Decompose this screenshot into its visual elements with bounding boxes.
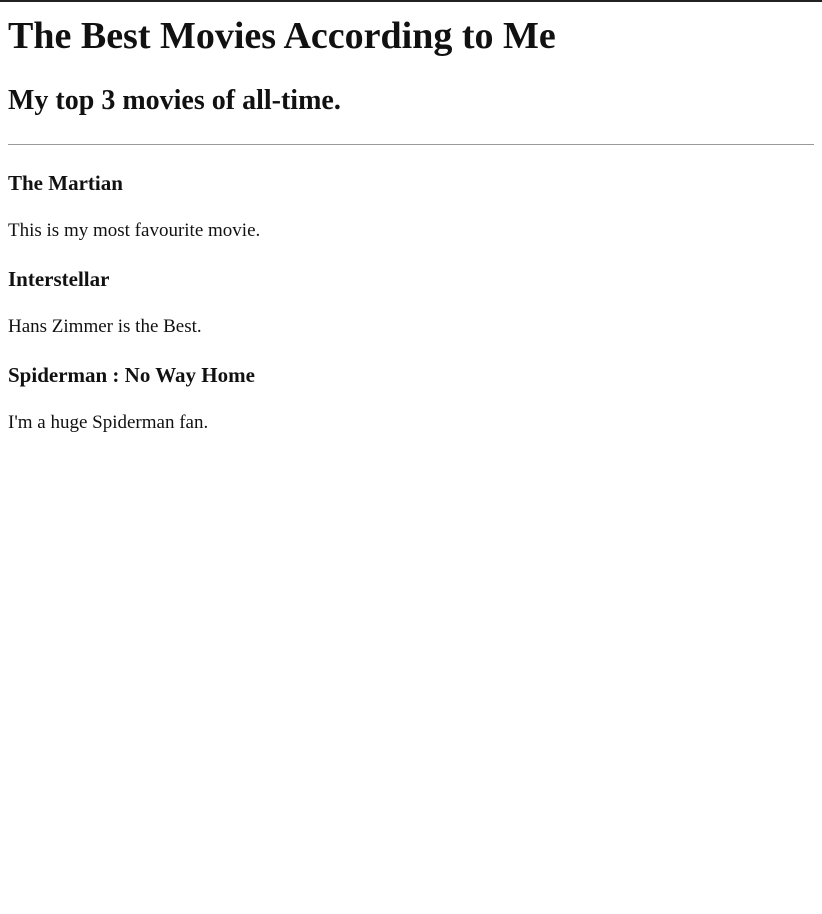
movie-list — [8, 170, 814, 435]
movie-description: Hans Zimmer is the Best. — [8, 316, 202, 337]
movie-title: Spiderman : No Way Home — [8, 363, 255, 387]
page-subtitle: My top 3 movies of all-time. — [8, 85, 341, 116]
movie-title: Interstellar — [8, 267, 110, 291]
movie-description: This is my most favourite movie. — [8, 220, 261, 241]
movie-title: The Martian — [8, 171, 123, 195]
divider — [8, 144, 814, 145]
page-content — [0, 14, 822, 435]
page-title: The Best Movies According to Me — [8, 15, 556, 57]
movie-description: I'm a huge Spiderman fan. — [8, 412, 209, 433]
